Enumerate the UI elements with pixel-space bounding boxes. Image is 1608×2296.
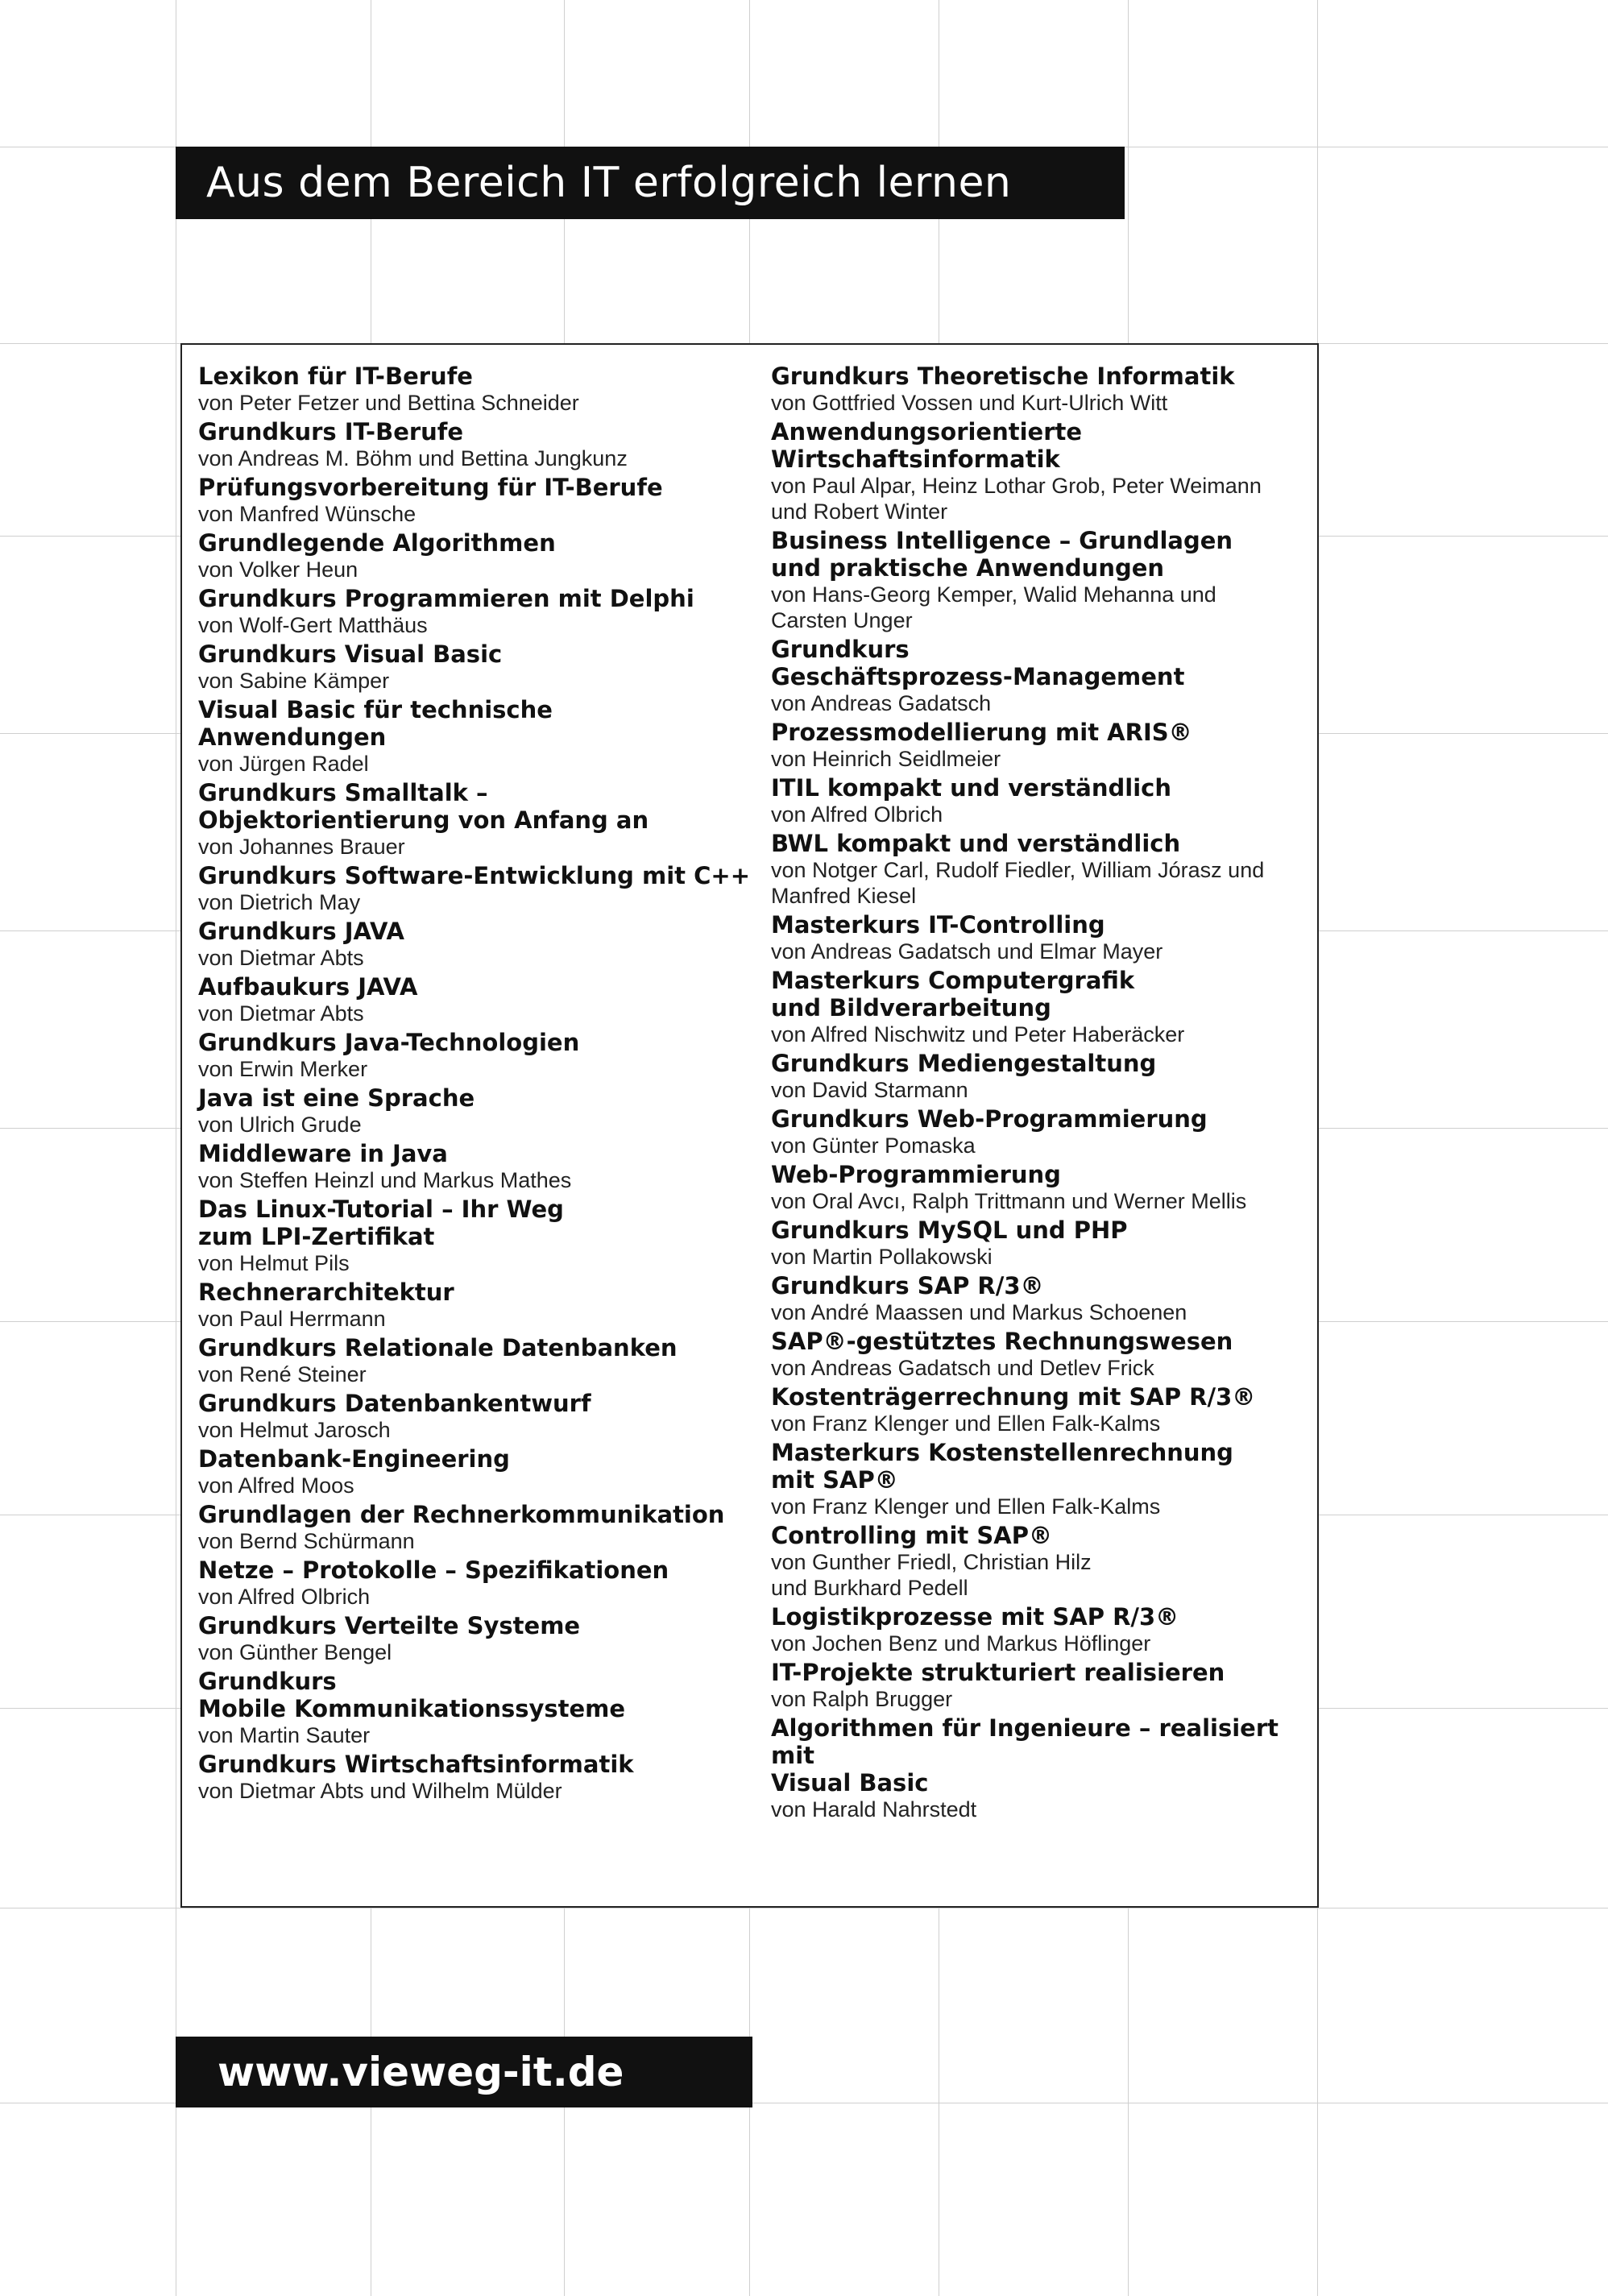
book-authors: von Dietrich May [198,890,361,914]
book-title: Grundkurs JAVA [198,918,404,945]
book-authors: von Volker Heun [198,557,358,582]
book-entry [771,1439,1311,1519]
book-entry [771,1659,1311,1712]
book-authors: von Wolf-Gert Matthäus [198,613,428,637]
book-entry [771,1105,1311,1158]
book-entry [198,696,754,777]
book-title: Grundkurs Verteilte Systeme [198,1612,581,1639]
book-entry [771,911,1311,964]
book-authors: von Franz Klenger und Ellen Falk-Kalms [771,1494,1161,1519]
book-authors: von Paul Alpar, Heinz Lothar Grob, Peter Weimann [771,474,1262,498]
footer-url-banner [176,2037,752,2107]
book-entry [771,418,1311,524]
book-title: ITIL kompakt und verständlich [771,774,1171,802]
book-authors: von Steffen Heinzl und Markus Mathes [198,1168,572,1192]
book-entry [771,636,1311,716]
book-authors: von Erwin Merker [198,1057,368,1081]
book-entry [198,474,754,527]
book-entry [198,1279,754,1332]
book-title: Prüfungsvorbereitung für IT-Berufe [198,474,663,501]
catalog-right-column [771,363,1311,1825]
book-entry [771,1328,1311,1381]
book-entry [198,1751,754,1804]
website-link[interactable]: www.vieweg-it.de [218,2049,624,2095]
book-authors: von Günther Bengel [198,1640,392,1664]
book-entry [198,1029,754,1082]
book-entry [198,1084,754,1138]
book-title: Grundlegende Algorithmen [198,529,556,557]
book-title: Middleware in Java [198,1140,448,1167]
book-authors: von Günter Pomaska [771,1133,976,1158]
book-title: Netze – Protokolle – Spezifikationen [198,1556,669,1584]
book-entry [198,1390,754,1443]
book-authors: von André Maassen und Markus Schoenen [771,1300,1187,1324]
book-title: Masterkurs Kostenstellenrechnung mit SAP® [771,1439,1233,1494]
book-title: Visual Basic für technische Anwendungen [198,696,553,751]
catalog-left-column [198,363,754,1806]
book-authors: von Hans-Georg Kemper, Walid Mehanna und [771,582,1216,607]
book-catalog [180,343,1319,1908]
book-entry [198,1556,754,1610]
book-title: Algorithmen für Ingenieure – realisiert mit Visual Basic [771,1714,1279,1797]
book-title: Grundkurs IT-Berufe [198,418,464,446]
book-authors: von Gunther Friedl, Christian Hilz [771,1550,1092,1574]
book-title: Anwendungsorientierte Wirtschaftsinformatik [771,418,1083,473]
book-title: Masterkurs IT-Controlling [771,911,1105,939]
book-authors: von Andreas Gadatsch und Elmar Mayer [771,939,1163,964]
book-entry [771,1714,1311,1822]
book-title: Grundlagen der Rechnerkommunikation [198,1501,725,1528]
book-title: Masterkurs Computergrafik und Bildverarbeitung [771,967,1135,1022]
book-entry [771,527,1311,633]
book-authors: von Helmut Jarosch [198,1418,391,1442]
book-title: Grundkurs Mediengestaltung [771,1050,1157,1077]
book-authors: von Andreas M. Böhm und Bettina Jungkunz [198,446,628,470]
book-entry [198,1612,754,1665]
book-title: Grundkurs SAP R/3® [771,1272,1044,1299]
book-title: Controlling mit SAP® [771,1522,1052,1549]
book-authors: von Andreas Gadatsch [771,691,992,715]
book-title: Aufbaukurs JAVA [198,973,418,1001]
book-entry [771,719,1311,772]
book-authors: von Alfred Moos [198,1473,354,1498]
book-authors: von Oral Avcı, Ralph Trittmann und Werner Mellis [771,1189,1247,1213]
book-title: Grundkurs Datenbankentwurf [198,1390,591,1417]
book-authors: von Peter Fetzer und Bettina Schneider [198,391,579,415]
book-authors: von David Starmann [771,1078,968,1102]
book-authors: Manfred Kiesel [771,884,917,908]
book-authors: Carsten Unger [771,608,913,632]
book-title: Grundkurs Theoretische Informatik [771,363,1235,390]
book-entry [771,774,1311,827]
book-entry [198,973,754,1026]
book-title: SAP®-gestütztes Rechnungswesen [771,1328,1233,1355]
book-entry [771,1216,1311,1270]
book-title: Grundkurs Relationale Datenbanken [198,1334,678,1361]
book-title: Prozessmodellierung mit ARIS® [771,719,1192,746]
book-title: Das Linux-Tutorial – Ihr Weg zum LPI-Zertifikat [198,1196,564,1250]
book-authors: von Manfred Wünsche [198,502,417,526]
book-entry [198,1334,754,1387]
book-entry [771,1050,1311,1103]
book-entry [198,779,754,860]
book-authors: von Dietmar Abts [198,946,364,970]
book-entry [198,862,754,915]
page-title: Aus dem Bereich IT erfolgreich lernen [206,159,1012,207]
book-authors: von Dietmar Abts [198,1001,364,1026]
book-authors: von Andreas Gadatsch und Detlev Frick [771,1356,1154,1380]
book-title: Grundkurs Web-Programmierung [771,1105,1208,1133]
book-title: Grundkurs Java-Technologien [198,1029,580,1056]
book-authors: von Dietmar Abts und Wilhelm Mülder [198,1779,562,1803]
book-entry [198,585,754,638]
book-authors: von Notger Carl, Rudolf Fiedler, William Jórasz und [771,858,1265,882]
book-title: Web-Programmierung [771,1161,1061,1188]
book-authors: und Burkhard Pedell [771,1576,968,1600]
book-title: Rechnerarchitektur [198,1279,454,1306]
book-entry [198,1196,754,1276]
book-authors: von Jürgen Radel [198,752,369,776]
book-authors: von Heinrich Seidlmeier [771,747,1001,771]
book-entry [771,1161,1311,1214]
book-title: Grundkurs Geschäftsprozess-Management [771,636,1185,690]
book-authors: von Alfred Olbrich [771,802,943,827]
book-entry [198,1501,754,1554]
book-entry [198,1445,754,1498]
book-authors: von Ulrich Grude [198,1113,362,1137]
book-authors: von Bernd Schürmann [198,1529,415,1553]
book-authors: von Gottfried Vossen und Kurt-Ulrich Witt [771,391,1168,415]
book-authors: von Harald Nahrstedt [771,1797,977,1821]
book-title: BWL kompakt und verständlich [771,830,1181,857]
book-title: Grundkurs Wirtschaftsinformatik [198,1751,634,1778]
book-title: Grundkurs Visual Basic [198,640,503,668]
book-entry [771,830,1311,909]
book-authors: von Martin Pollakowski [771,1245,993,1269]
book-title: Kostenträgerrechnung mit SAP R/3® [771,1383,1256,1411]
book-authors: und Robert Winter [771,499,948,524]
book-entry [771,363,1311,416]
book-authors: von Martin Sauter [198,1723,371,1747]
book-authors: von Alfred Nischwitz und Peter Haberäcker [771,1022,1185,1046]
book-authors: von Sabine Kämper [198,669,390,693]
book-authors: von Jochen Benz und Markus Höflinger [771,1631,1151,1656]
book-entry [771,1383,1311,1436]
book-entry [198,640,754,694]
book-title: Grundkurs MySQL und PHP [771,1216,1128,1244]
book-authors: von René Steiner [198,1362,367,1386]
book-title: Java ist eine Sprache [198,1084,475,1112]
book-entry [198,529,754,582]
book-authors: von Paul Herrmann [198,1307,386,1331]
book-entry [771,1272,1311,1325]
book-entry [771,1522,1311,1601]
book-entry [198,1668,754,1748]
book-title: Business Intelligence – Grundlagen und praktische Anwendungen [771,527,1233,582]
book-entry [198,418,754,471]
book-title: Grundkurs Programmieren mit Delphi [198,585,694,612]
book-title: IT-Projekte strukturiert realisieren [771,1659,1225,1686]
book-authors: von Franz Klenger und Ellen Falk-Kalms [771,1411,1161,1436]
book-title: Grundkurs Software-Entwicklung mit C++ [198,862,751,889]
book-entry [198,1140,754,1193]
page-title-banner [176,147,1125,219]
book-title: Datenbank-Engineering [198,1445,510,1473]
book-authors: von Ralph Brugger [771,1687,953,1711]
book-title: Logistikprozesse mit SAP R/3® [771,1603,1179,1631]
book-entry [771,967,1311,1047]
book-entry [198,918,754,971]
book-title: Grundkurs Mobile Kommunikationssysteme [198,1668,626,1722]
book-title: Lexikon für IT-Berufe [198,363,473,390]
book-title: Grundkurs Smalltalk – Objektorientierung von Anfang an [198,779,649,834]
book-entry [771,1603,1311,1656]
book-authors: von Helmut Pils [198,1251,350,1275]
book-authors: von Johannes Brauer [198,835,405,859]
book-authors: von Alfred Olbrich [198,1585,371,1609]
book-entry [198,363,754,416]
